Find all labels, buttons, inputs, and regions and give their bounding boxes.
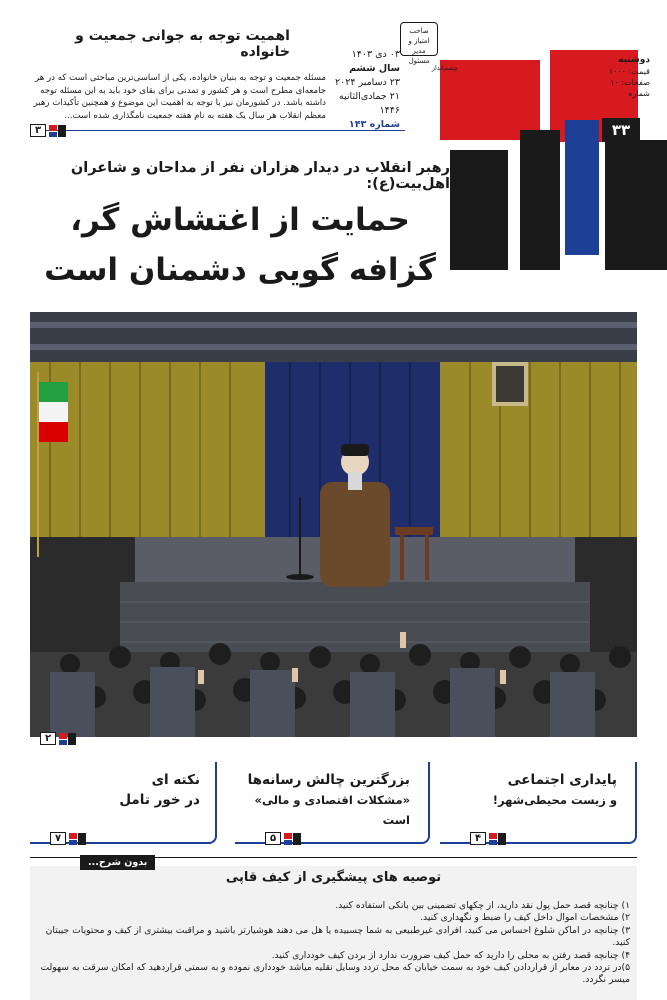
card-page-badge[interactable] (50, 832, 87, 845)
card-media-challenge[interactable] (235, 762, 430, 847)
page-number: ۴ (470, 832, 486, 845)
tip-item: ۴) چنانچه قصد رفتن به محلی را دارید که حمل کیف ضرورت ندارد از بردن کیف خودداری کنید. (271, 949, 630, 961)
mini-logo-icon (69, 833, 87, 845)
publisher-emblem: صاحب امتیاز و مدیر مسئول (400, 22, 438, 56)
tip-item: ۱) چنانچه قصد حمل پول نقد دارید، از چکهای تضمینی بین بانکی استفاده کنید. (335, 900, 630, 911)
mini-logo-icon (59, 733, 77, 745)
card-subtitle: «مشکلات اقتصادی و مالی» است (254, 793, 410, 827)
card-page-badge[interactable] (265, 832, 302, 845)
logo-black-block (450, 150, 508, 270)
logo-black-block-2 (520, 130, 560, 270)
card-page-badge[interactable] (470, 832, 507, 845)
date-block (330, 48, 400, 132)
mini-logo-icon (49, 125, 67, 137)
tips-title[interactable]: توصیه های پیشگیری از کیف قاپی (225, 870, 442, 885)
weekday: دوشنبه (618, 55, 650, 65)
date-gregorian: ۲۳ دسامبر ۲۰۲۴ (335, 77, 400, 88)
top-story-rule (30, 130, 405, 131)
masthead-tagline: چشم‌انداز (431, 64, 458, 72)
top-story-title[interactable]: اهمیت توجه به جوانی جمعیت و خانواده (75, 28, 290, 60)
card-subtitle: در خور تامل (119, 792, 200, 808)
meta-line: صفحات: ۱۰ (610, 78, 650, 87)
lead-headline[interactable] (40, 195, 440, 295)
photo-illustration (30, 312, 637, 737)
meta-line: قیمت: ۱۰۰۰ (608, 67, 650, 76)
headline-line-1: حمایت از اغتشاش گر، (70, 202, 410, 238)
mini-logo-icon (284, 833, 302, 845)
page-number: ۷ (50, 832, 66, 845)
issue-number-badge: ۳۳ (602, 118, 640, 142)
card-title: پایداری اجتماعی (507, 772, 617, 788)
page-number: ۳ (30, 124, 46, 137)
card-subtitle: و زیست محیطی‌شهر! (492, 793, 617, 807)
headline-line-2: گزافه گویی دشمنان است (44, 252, 436, 288)
mini-logo-icon (489, 833, 507, 845)
tip-item: ۳) چنانچه در اماکن شلوغ احساس می کنید، افرادی غیرطبیعی به شما چسبیده یا هل می دهند هوشیارتر باشید و مراقبت بیشتری از کیف و محتویات جیبتان کنید. (45, 924, 630, 949)
logo-blue-block (565, 120, 599, 255)
date-hijri: ۲۱ جمادی‌الثانیه ۱۴۴۶ (338, 91, 400, 116)
tip-item: ۲) مشخصات اموال داخل کیف را ضبط و نگهداری کنید. (420, 912, 630, 924)
page-number: ۲ (40, 732, 56, 745)
card-urban-sustainability[interactable] (440, 762, 637, 847)
year-label: سال ششم (349, 63, 400, 74)
card-title: بزرگترین چالش رسانه‌ها (247, 772, 410, 788)
no-caption-tag: بدون شرح... (80, 855, 155, 870)
tips-list (40, 900, 630, 987)
page-number: ۵ (265, 832, 281, 845)
top-story-body: مسئله جمعیت و توجه به بنیان خانواده، یکی از اساسی‌ترین مباحثی است که در هر جامعه‌ای مطرح است و هر کشور و تمدنی برای بقای خود باید به این مسئله توجه داشته باشد. در کشورمان نیز با توجه به اهمیت این موضوع و همچنین تأکیدات رهبر معظم انقلاب هر سال یک هفته به نام هفته جمعیت نامگذاری شده است... (33, 73, 326, 121)
meta-line: شماره (628, 89, 650, 98)
photo-page-badge[interactable] (40, 732, 77, 745)
tip-item: ۵)در تردد در معابر از قراردادن کیف خود به سمت خیابان که محل تردد وسایل نقلیه میاشد خودداری نموده و به سمتی قراردهید که امکان سرقت به سهولت میسر نگردد. (40, 962, 630, 986)
card-noteworthy[interactable] (30, 762, 225, 847)
issue-info (605, 55, 650, 99)
issue-label: شماره ۱۴۳ (348, 119, 400, 130)
top-story-page-badge[interactable] (30, 124, 67, 137)
logo-black-block-3 (605, 140, 667, 270)
date-persian: ۰۳ دی ۱۴۰۳ (351, 49, 400, 60)
lead-kicker: رهبر انقلاب در دیدار هزاران نفر از مداحان و شاعران اهل‌بیت(ع): (70, 160, 450, 192)
lead-photo[interactable] (30, 312, 637, 737)
card-title: نکته ای (151, 772, 200, 788)
